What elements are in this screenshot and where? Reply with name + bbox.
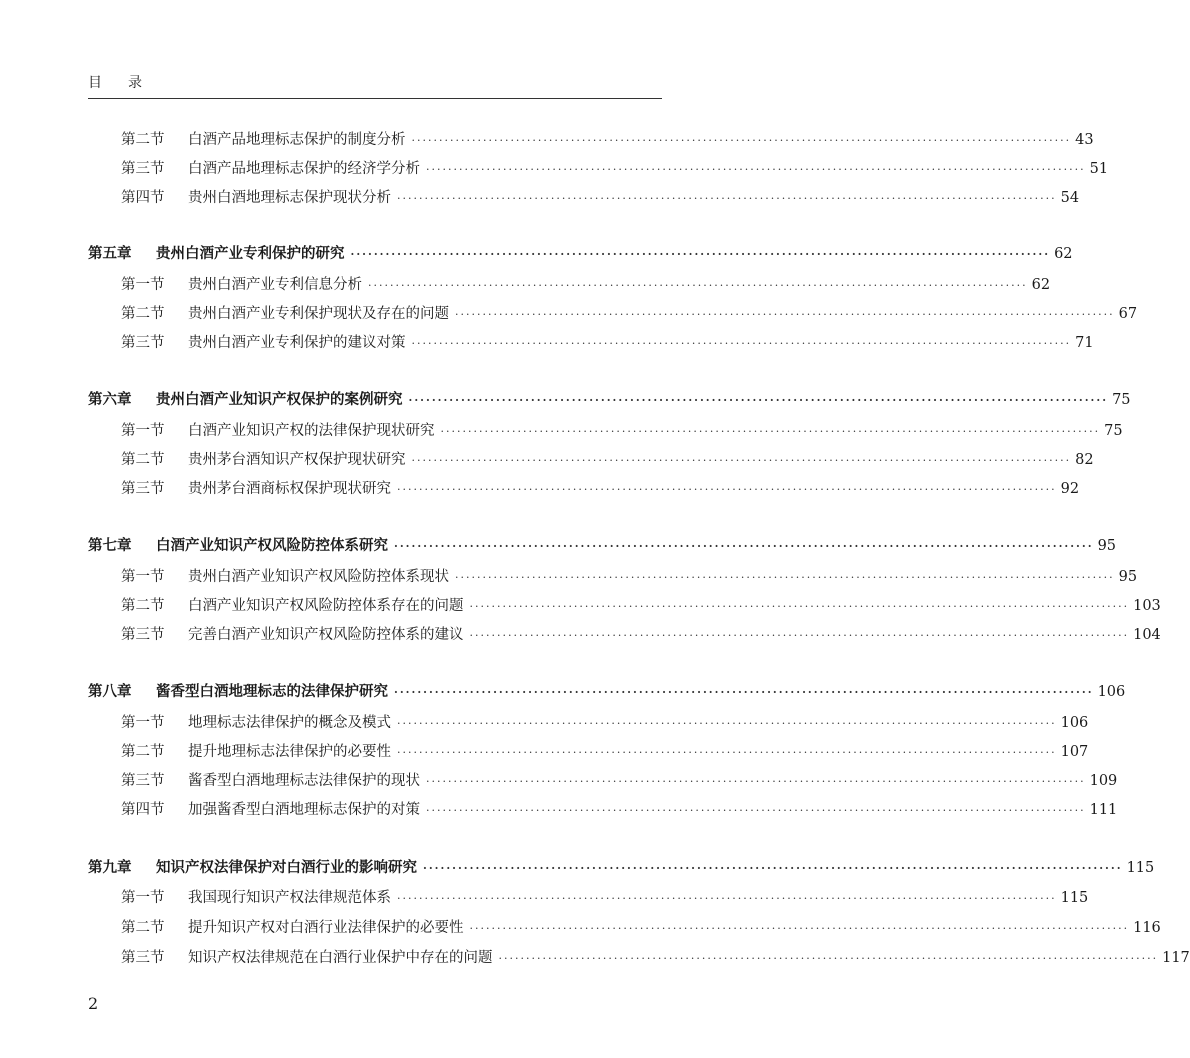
toc-entry-label: 第二节 (121, 452, 165, 468)
toc-entry-page: 62 (1054, 246, 1073, 262)
toc-entry-title: 白酒产业知识产权风险防控体系存在的问题 (188, 598, 464, 614)
toc-entry-label: 第三节 (121, 481, 165, 497)
toc-leader-dots: ························································································································ (498, 952, 1159, 965)
toc-leader-dots: ························································································································ (368, 279, 1028, 292)
toc-entry-title: 白酒产业知识产权的法律保护现状研究 (188, 423, 435, 439)
toc-section-entry[interactable] (121, 157, 1109, 179)
toc-leader-dots: ························································································································ (469, 922, 1130, 935)
toc-section-entry[interactable] (121, 623, 1161, 645)
toc-entry-title: 白酒产业知识产权风险防控体系研究 (156, 537, 388, 554)
toc-leader-dots: ························································································································ (426, 163, 1086, 176)
toc-entry-title: 加强酱香型白酒地理标志保护的对策 (188, 802, 420, 818)
toc-entry-title: 贵州白酒产业专利信息分析 (188, 277, 362, 293)
toc-chapter-entry[interactable] (88, 242, 1073, 264)
toc-leader-dots: ························································································································ (423, 862, 1123, 875)
toc-section-entry[interactable] (121, 946, 1190, 968)
toc-entry-title: 白酒产品地理标志保护的经济学分析 (188, 161, 420, 177)
toc-entry-label: 第三节 (121, 773, 165, 789)
toc-section-entry[interactable] (121, 798, 1118, 820)
toc-entry-label: 第四节 (121, 802, 165, 818)
toc-entry-label: 第二节 (121, 744, 165, 760)
toc-section-entry[interactable] (121, 273, 1051, 295)
toc-section-entry[interactable] (121, 302, 1138, 324)
toc-chapter-entry[interactable] (88, 534, 1117, 556)
toc-section-entry[interactable] (121, 186, 1080, 208)
toc-leader-dots: ························································································································ (455, 308, 1115, 321)
toc-entry-page: 104 (1133, 627, 1161, 643)
toc-section-entry[interactable] (121, 594, 1161, 616)
toc-entry-page: 116 (1133, 920, 1161, 936)
toc-leader-dots: ························································································································ (394, 686, 1094, 699)
toc-section-entry[interactable] (121, 740, 1089, 762)
toc-entry-title: 酱香型白酒地理标志法律保护的现状 (188, 773, 420, 789)
toc-entry-title: 地理标志法律保护的概念及模式 (188, 715, 391, 731)
toc-entry-title: 贵州白酒地理标志保护现状分析 (188, 190, 391, 206)
toc-entry-page: 54 (1060, 190, 1080, 206)
toc-entry-title: 贵州白酒产业专利保护的研究 (156, 245, 345, 262)
toc-entry-title: 知识产权法律保护对白酒行业的影响研究 (156, 859, 417, 876)
toc-entry-label: 第二节 (121, 306, 165, 322)
toc-entry-label: 第三节 (121, 950, 165, 966)
toc-entry-title: 贵州白酒产业专利保护现状及存在的问题 (188, 306, 449, 322)
toc-section-entry[interactable] (121, 477, 1080, 499)
toc-entry-label: 第一节 (121, 890, 165, 906)
toc-section-entry[interactable] (121, 419, 1123, 441)
toc-entry-page: 62 (1031, 277, 1051, 293)
toc-leader-dots: ························································································································ (469, 600, 1130, 613)
toc-entry-title: 我国现行知识产权法律规范体系 (188, 890, 391, 906)
toc-entry-label: 第一节 (121, 423, 165, 439)
toc-chapter-entry[interactable] (88, 388, 1131, 410)
toc-entry-page: 82 (1075, 452, 1094, 468)
toc-section-entry[interactable] (121, 886, 1089, 908)
toc-entry-label: 第一节 (121, 277, 165, 293)
toc-leader-dots: ························································································································ (397, 746, 1057, 759)
toc-leader-dots: ························································································································ (408, 394, 1109, 407)
toc-entry-label: 第九章 (88, 859, 132, 876)
toc-entry-page: 106 (1097, 684, 1126, 700)
toc-entry-title: 贵州茅台酒商标权保护现状研究 (188, 481, 391, 497)
toc-entry-title: 贵州茅台酒知识产权保护现状研究 (188, 452, 406, 468)
toc-entry-title: 贵州白酒产业知识产权保护的案例研究 (156, 391, 403, 408)
header-char-lu: 录 (128, 75, 142, 91)
toc-leader-dots: ························································································································ (411, 134, 1072, 147)
page-number: 2 (88, 994, 99, 1013)
toc-entry-label: 第四节 (121, 190, 165, 206)
toc-entry-title: 完善白酒产业知识产权风险防控体系的建议 (188, 627, 464, 643)
toc-entry-page: 117 (1162, 950, 1190, 966)
toc-entry-label: 第一节 (121, 569, 165, 585)
toc-section-entry[interactable] (121, 565, 1138, 587)
toc-leader-dots: ························································································································ (455, 571, 1115, 584)
toc-entry-page: 109 (1089, 773, 1118, 789)
toc-entry-title: 贵州白酒产业专利保护的建议对策 (188, 335, 406, 351)
toc-entry-title: 知识产权法律规范在白酒行业保护中存在的问题 (188, 950, 493, 966)
toc-section-entry[interactable] (121, 711, 1089, 733)
toc-chapter-entry[interactable] (88, 680, 1126, 702)
toc-leader-dots: ························································································································ (426, 775, 1086, 788)
toc-entry-label: 第六章 (88, 391, 132, 408)
toc-entry-page: 95 (1118, 569, 1138, 585)
toc-leader-dots: ························································································································ (411, 337, 1072, 350)
header-rule (88, 98, 662, 99)
toc-entry-page: 92 (1060, 481, 1080, 497)
toc-entry-page: 95 (1097, 538, 1117, 554)
toc-entry-title: 提升地理标志法律保护的必要性 (188, 744, 391, 760)
toc-entry-label: 第八章 (88, 683, 132, 700)
toc-entry-page: 75 (1104, 423, 1123, 439)
toc-leader-dots: ························································································································ (397, 192, 1057, 205)
toc-entry-label: 第三节 (121, 335, 165, 351)
header-char-mu: 目 (88, 75, 102, 91)
toc-entry-title: 提升知识产权对白酒行业法律保护的必要性 (188, 920, 464, 936)
toc-entry-page: 75 (1112, 392, 1131, 408)
toc-entry-label: 第三节 (121, 627, 165, 643)
toc-entry-page: 106 (1060, 715, 1089, 731)
toc-section-entry[interactable] (121, 331, 1094, 353)
toc-entry-title: 贵州白酒产业知识产权风险防控体系现状 (188, 569, 449, 585)
toc-leader-dots: ························································································································ (397, 717, 1057, 730)
toc-leader-dots: ························································································································ (440, 425, 1101, 438)
toc-entry-page: 43 (1075, 132, 1094, 148)
toc-leader-dots: ························································································································ (426, 804, 1086, 817)
toc-entry-label: 第五章 (88, 245, 132, 262)
toc-entry-label: 第二节 (121, 598, 165, 614)
running-header (88, 72, 662, 96)
toc-section-entry[interactable] (121, 769, 1118, 791)
toc-entry-title: 酱香型白酒地理标志的法律保护研究 (156, 683, 388, 700)
toc-leader-dots: ························································································································ (397, 892, 1057, 905)
toc-entry-page: 111 (1089, 802, 1118, 818)
toc-leader-dots: ························································································································ (394, 540, 1094, 553)
toc-section-entry[interactable] (121, 128, 1094, 150)
toc-entry-label: 第二节 (121, 132, 165, 148)
toc-chapter-entry[interactable] (88, 856, 1155, 878)
toc-leader-dots: ························································································································ (469, 629, 1130, 642)
toc-entry-label: 第二节 (121, 920, 165, 936)
toc-leader-dots: ························································································································ (411, 454, 1072, 467)
toc-entry-page: 115 (1126, 860, 1155, 876)
toc-entry-label: 第三节 (121, 161, 165, 177)
toc-entry-title: 白酒产品地理标志保护的制度分析 (188, 132, 406, 148)
toc-entry-label: 第一节 (121, 715, 165, 731)
toc-entry-page: 107 (1060, 744, 1089, 760)
toc-leader-dots: ························································································································ (397, 483, 1057, 496)
toc-entry-page: 51 (1089, 161, 1109, 177)
toc-entry-page: 67 (1118, 306, 1138, 322)
toc-section-entry[interactable] (121, 448, 1094, 470)
toc-entry-page: 71 (1075, 335, 1094, 351)
toc-entry-label: 第七章 (88, 537, 132, 554)
toc-entry-page: 103 (1133, 598, 1161, 614)
toc-section-entry[interactable] (121, 916, 1161, 938)
toc-entry-page: 115 (1060, 890, 1089, 906)
toc-leader-dots: ························································································································ (350, 248, 1051, 261)
